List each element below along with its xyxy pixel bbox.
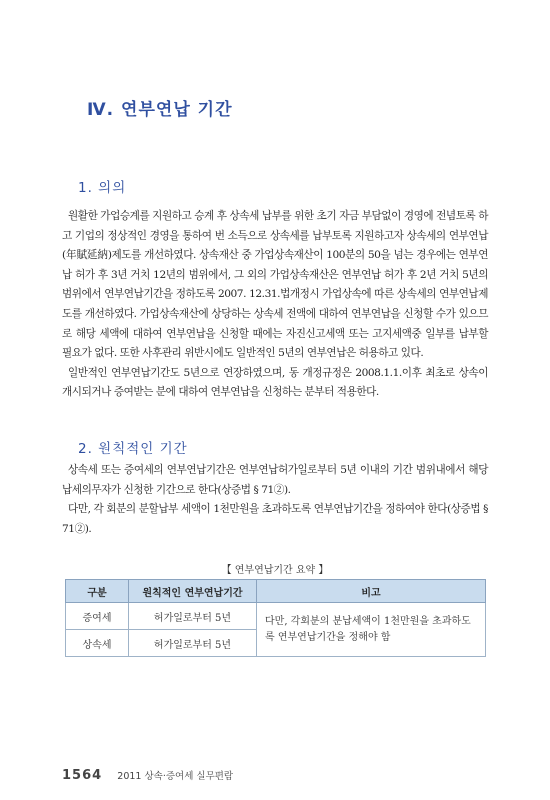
header-period: 원칙적인 연부연납기간 [129, 580, 257, 603]
paragraph: 일반적인 연부연납기간도 5년으로 연장하였으며, 동 개정규정은 2008.1.1.이후 최초로 상속이 개시되거나 증여받는 분에 대하여 연부연납을 신청하는 분부터 적용한다. [62, 366, 488, 399]
section-principal-period-body [62, 461, 488, 539]
section-title-meaning: 1. 의의 [78, 180, 127, 196]
paragraph: 다만, 각 회분의 분할납부 세액이 1천만원을 초과하도록 연부연납기간을 정하여야 한다(상증법 § 71②). [62, 503, 488, 535]
summary-table [65, 579, 486, 657]
row-period: 허가일로부터 5년 [129, 603, 257, 630]
book-title: 2011 상속·증여세 실무편람 [117, 771, 234, 782]
paragraph: 원활한 가업승계를 지원하고 승계 후 상속세 납부를 위한 초기 자금 부담없이 경영에 전념토록 하고 기업의 정상적인 경영을 통하여 번 소득으로 상속세를 납부토록 지원하고자 상속세의 연부연납(年賦延納)제도를 개선하였다. 상속재산 중 가업상속재산이 100분의 50을 넘는 경우에는 연부연납 허가 후 3년 거치 12년의 범위에서, 그 외의 가업상속재산은 연부연납 허가 후 2년 거치 5년의 범위에서 연부연납기간을 정하도록 2007. 12.31.법개정시 가업상속에 따른 상속세의 연부연납제도를 개선하였다. 가업상속재산에 상당하는 상속세 전액에 대하여 연부연납을 신청할 수가 있으므로 해당 세액에 대하여 연부연납을 신청할 때에는 자진신고세액 또는 고지세액중 일부를 납부할 필요가 없다. 또한 사후관리 위반시에도 일반적인 5년의 연부연납은 허용하고 있다. [62, 210, 488, 360]
row-note: 다만, 각회분의 분납세액이 1천만원을 초과하도록 연부연납기간을 정해야 함 [257, 603, 486, 657]
row-period: 허가일로부터 5년 [129, 630, 257, 657]
page-footer [62, 764, 233, 783]
section-meaning-body [62, 207, 488, 403]
row-category: 상속세 [66, 630, 129, 657]
table-caption: 【 연부연납기간 요약 】 [221, 565, 329, 576]
row-category: 증여세 [66, 603, 129, 630]
page-number: 1564 [62, 768, 103, 783]
header-category: 구분 [66, 580, 129, 603]
paragraph: 상속세 또는 증여세의 연부연납기간은 연부연납허가일로부터 5년 이내의 기간 범위내에서 해당 납세의무자가 신청한 기간으로 한다(상증법 § 71②). [62, 464, 488, 496]
chapter-title: Ⅳ. 연부연납 기간 [87, 100, 233, 120]
table-header-row [66, 580, 486, 603]
section-title-principal-period: 2. 원칙적인 기간 [78, 441, 188, 457]
header-note: 비고 [257, 580, 486, 603]
table-row [66, 603, 486, 630]
